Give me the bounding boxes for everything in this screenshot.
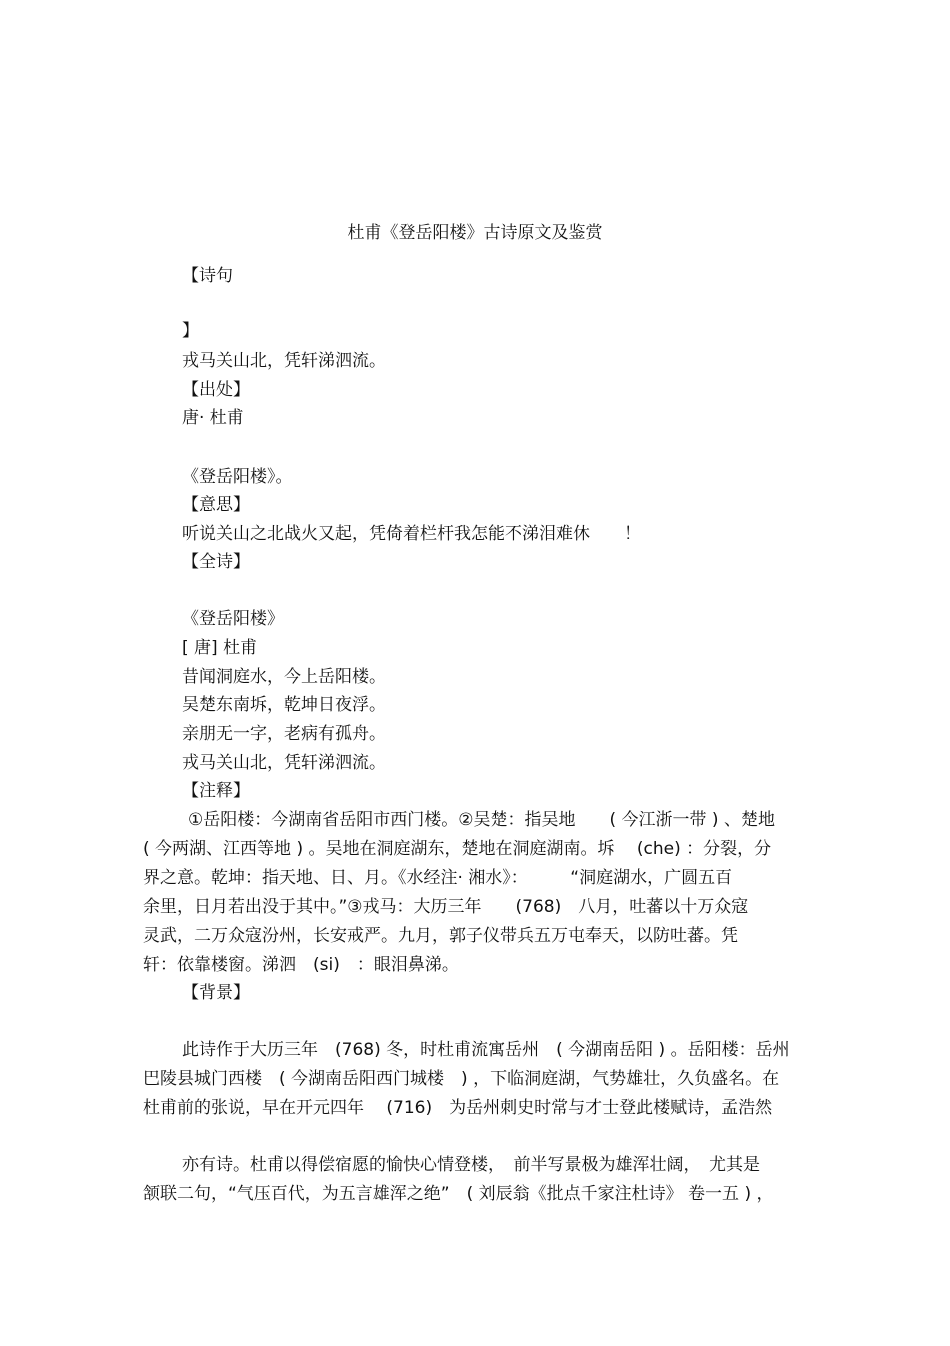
zhushi-line: 余里，日月若出没于其中。”③戎马：大历三年 (768) 八月，吐蕃以十万众寇 xyxy=(143,897,749,917)
poem-author: [ 唐] 杜甫 xyxy=(182,638,258,658)
beijing-line: 杜甫前的张说，早在开元四年 (716) 为岳州刺史时常与才士登此楼赋诗，孟浩然 xyxy=(143,1098,773,1118)
poem-line: 亲朋无一字，老病有孤舟。 xyxy=(182,724,386,744)
section-header-chuchu: 【出处】 xyxy=(182,380,250,400)
section-header-beijing: 【背景】 xyxy=(182,983,250,1003)
yisi-text: 听说关山之北战火又起，凭倚着栏杆我怎能不涕泪难休 ！ xyxy=(182,524,641,544)
poem-line: 昔闻洞庭水，今上岳阳楼。 xyxy=(182,667,386,687)
section-header-yisi: 【意思】 xyxy=(182,495,250,515)
page-title: 杜甫《登岳阳楼》古诗原文及鉴赏 xyxy=(347,223,603,243)
chuchu-author: 唐· 杜甫 xyxy=(182,408,244,428)
zhushi-line: ( 今两湖、江西等地 ) 。吴地在洞庭湖东，楚地在洞庭湖南。坼 (che) ：分裂，分 xyxy=(143,839,772,859)
section-header-shiju: 【诗句 xyxy=(182,266,233,286)
chuchu-work: 《登岳阳楼》。 xyxy=(182,467,293,487)
zhushi-line: 轩：依靠楼窗。涕泗 (si) ：眼泪鼻涕。 xyxy=(143,955,459,975)
zhushi-line: ①岳阳楼：今湖南省岳阳市西门楼。②吴楚：指吴地 ( 今江浙一带 ) 、楚地 xyxy=(188,810,775,830)
beijing-line: 此诗作于大历三年 (768) 冬，时杜甫流寓岳州 ( 今湖南岳阳 ) 。岳阳楼：岳州 xyxy=(182,1040,790,1060)
poem-title: 《登岳阳楼》 xyxy=(182,609,284,629)
zhushi-line: 灵武，二万众寇汾州，长安戒严。九月，郭子仪带兵五万屯奉天，以防吐蕃。凭 xyxy=(143,926,738,946)
section-header-zhushi: 【注释】 xyxy=(182,781,250,801)
section-header-shiju-close: 】 xyxy=(182,321,199,341)
poem-line: 吴楚东南坼，乾坤日夜浮。 xyxy=(182,695,386,715)
beijing-line: 颔联二句，“气压百代，为五言雄浑之绝” ( 刘辰翁《批点千家注杜诗》 卷一五 ) ， xyxy=(143,1184,774,1204)
section-header-quanshi: 【全诗】 xyxy=(182,552,250,572)
shiju-text: 戎马关山北，凭轩涕泗流。 xyxy=(182,351,386,371)
zhushi-line: 界之意。乾坤：指天地、日、月。《水经注· 湘水》： “洞庭湖水，广圆五百 xyxy=(143,868,733,888)
beijing-line: 巴陵县城门西楼 ( 今湖南岳阳西门城楼 ) ，下临洞庭湖，气势雄壮，久负盛名。在 xyxy=(143,1069,780,1089)
beijing-line: 亦有诗。杜甫以得偿宿愿的愉快心情登楼， 前半写景极为雄浑壮阔， 尤其是 xyxy=(182,1155,760,1175)
poem-line: 戎马关山北，凭轩涕泗流。 xyxy=(182,753,386,773)
